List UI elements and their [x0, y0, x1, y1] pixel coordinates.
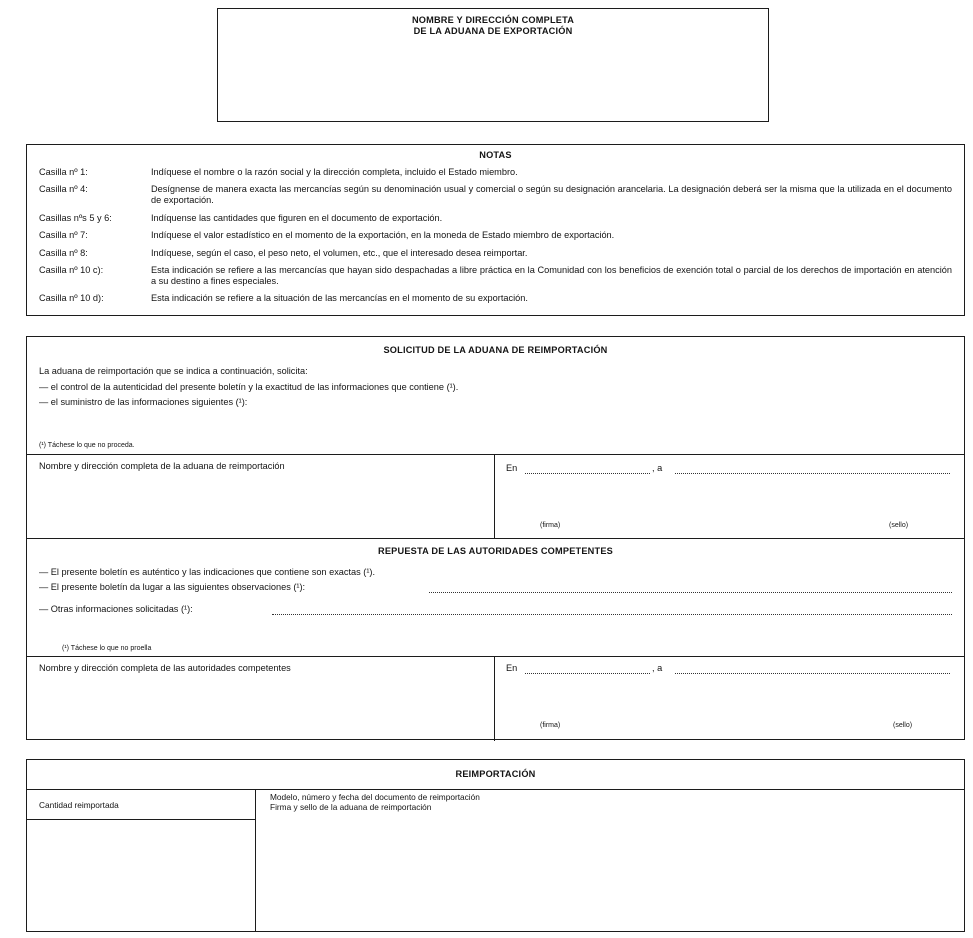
respuesta-divider: [27, 656, 964, 657]
solicitud-divider: [27, 454, 964, 455]
solicitud-firma-label: (firma): [540, 522, 561, 529]
export-customs-box: [217, 8, 769, 122]
quantity-reimported-label: Cantidad reimportada: [39, 800, 119, 810]
respuesta-date-field[interactable]: [675, 673, 950, 674]
respuesta-item-other-info: — Otras informaciones solicitadas (¹):: [39, 604, 193, 614]
note-label: Casilla nº 1:: [39, 167, 88, 177]
respuesta-place-field[interactable]: [525, 673, 650, 674]
note-label: Casilla nº 10 d):: [39, 293, 104, 303]
request-answer-box: [26, 336, 965, 740]
reimport-document-label: [270, 793, 480, 812]
solicitud-a-label: , a: [652, 463, 663, 473]
note-text: Indíquese el valor estadístico en el momento de la exportación, en la moneda de Estado miembro de exportación.: [151, 230, 615, 240]
export-box-title-line1: NOMBRE Y DIRECCIÓN COMPLETA: [411, 15, 575, 25]
note-text: Indíquense las cantidades que figuren en el documento de exportación.: [151, 213, 443, 223]
section-divider: [27, 538, 964, 539]
solicitud-sello-label: (sello): [889, 522, 909, 529]
notes-box: [26, 144, 965, 316]
note-label: Casillas nºs 5 y 6:: [39, 213, 112, 223]
note-text: Desígnense de manera exacta las mercancías según su denominación usual y comercial o según su designación arancelaria. La designación deberá ser la misma que la utilizada en el documento de exportación.: [151, 184, 952, 205]
note-item: [39, 230, 952, 242]
respuesta-column-divider: [494, 656, 495, 741]
respuesta-footnote: (¹) Táchese lo que no proella: [62, 645, 152, 652]
solicitud-date-field[interactable]: [675, 473, 950, 474]
reimportacion-title: REIMPORTACIÓN: [455, 769, 536, 779]
respuesta-firma-label: (firma): [540, 722, 561, 729]
solicitud-item-authenticity: — el control de la autenticidad del presente boletín y la exactitud de las informaciones que contiene (¹).: [39, 382, 459, 392]
note-item: [39, 293, 952, 305]
reimportacion-column-divider: [255, 789, 256, 931]
respuesta-item-observations: — El presente boletín da lugar a las siguientes observaciones (¹):: [39, 582, 306, 592]
respuesta-other-info-field[interactable]: [272, 614, 952, 615]
note-text: Indíquese, según el caso, el peso neto, el volumen, etc., que el interesado desea reimportar.: [151, 248, 528, 258]
solicitud-footnote: (¹) Táchese lo que no proceda.: [39, 442, 135, 449]
note-text: Esta indicación se refiere a las mercancías que hayan sido despachadas a libre práctica en la Comunidad con los beneficios de exención total o parcial de los derechos de importación en atención a su destino a fines especiales.: [151, 265, 952, 286]
solicitud-item-information: — el suministro de las informaciones siguientes (¹):: [39, 397, 248, 407]
respuesta-a-label: , a: [652, 663, 663, 673]
reimport-document-label-line1: Modelo, número y fecha del documento de reimportación: [270, 792, 480, 802]
note-label: Casilla nº 4:: [39, 184, 88, 194]
respuesta-item-authentic: — El presente boletín es auténtico y las indicaciones que contiene son exactas (¹).: [39, 567, 376, 577]
respuesta-observations-field[interactable]: [429, 592, 952, 593]
solicitud-intro: La aduana de reimportación que se indica a continuación, solicita:: [39, 366, 308, 376]
note-label: Casilla nº 10 c):: [39, 265, 104, 275]
note-item: [39, 184, 952, 206]
note-text: Indíquese el nombre o la razón social y la dirección completa, incluido el Estado miembro.: [151, 167, 518, 177]
reimportacion-header-divider: [27, 789, 964, 790]
reimport-customs-name-label: Nombre y dirección completa de la aduana de reimportación: [39, 461, 285, 471]
note-item: [39, 248, 952, 260]
respuesta-title: REPUESTA DE LAS AUTORIDADES COMPETENTES: [378, 546, 613, 556]
solicitud-en-label: En: [506, 463, 518, 473]
notes-title: NOTAS: [479, 150, 512, 160]
authorities-name-label: Nombre y dirección completa de las autoridades competentes: [39, 663, 291, 673]
note-item: [39, 167, 952, 179]
export-box-title-line2: DE LA ADUANA DE EXPORTACIÓN: [413, 26, 573, 36]
solicitud-title: SOLICITUD DE LA ADUANA DE REIMPORTACIÓN: [383, 345, 608, 355]
reimportacion-box: [26, 759, 965, 932]
note-label: Casilla nº 8:: [39, 248, 88, 258]
solicitud-place-field[interactable]: [525, 473, 650, 474]
reimportacion-row-divider: [27, 819, 255, 820]
reimport-document-label-line2: Firma y sello de la aduana de reimportación: [270, 801, 432, 812]
note-item: [39, 213, 952, 225]
respuesta-sello-label: (sello): [893, 722, 913, 729]
note-label: Casilla nº 7:: [39, 230, 88, 240]
note-text: Esta indicación se refiere a la situación de las mercancías en el momento de su exportación.: [151, 293, 528, 303]
solicitud-column-divider: [494, 454, 495, 538]
note-item: [39, 265, 952, 287]
respuesta-en-label: En: [506, 663, 518, 673]
